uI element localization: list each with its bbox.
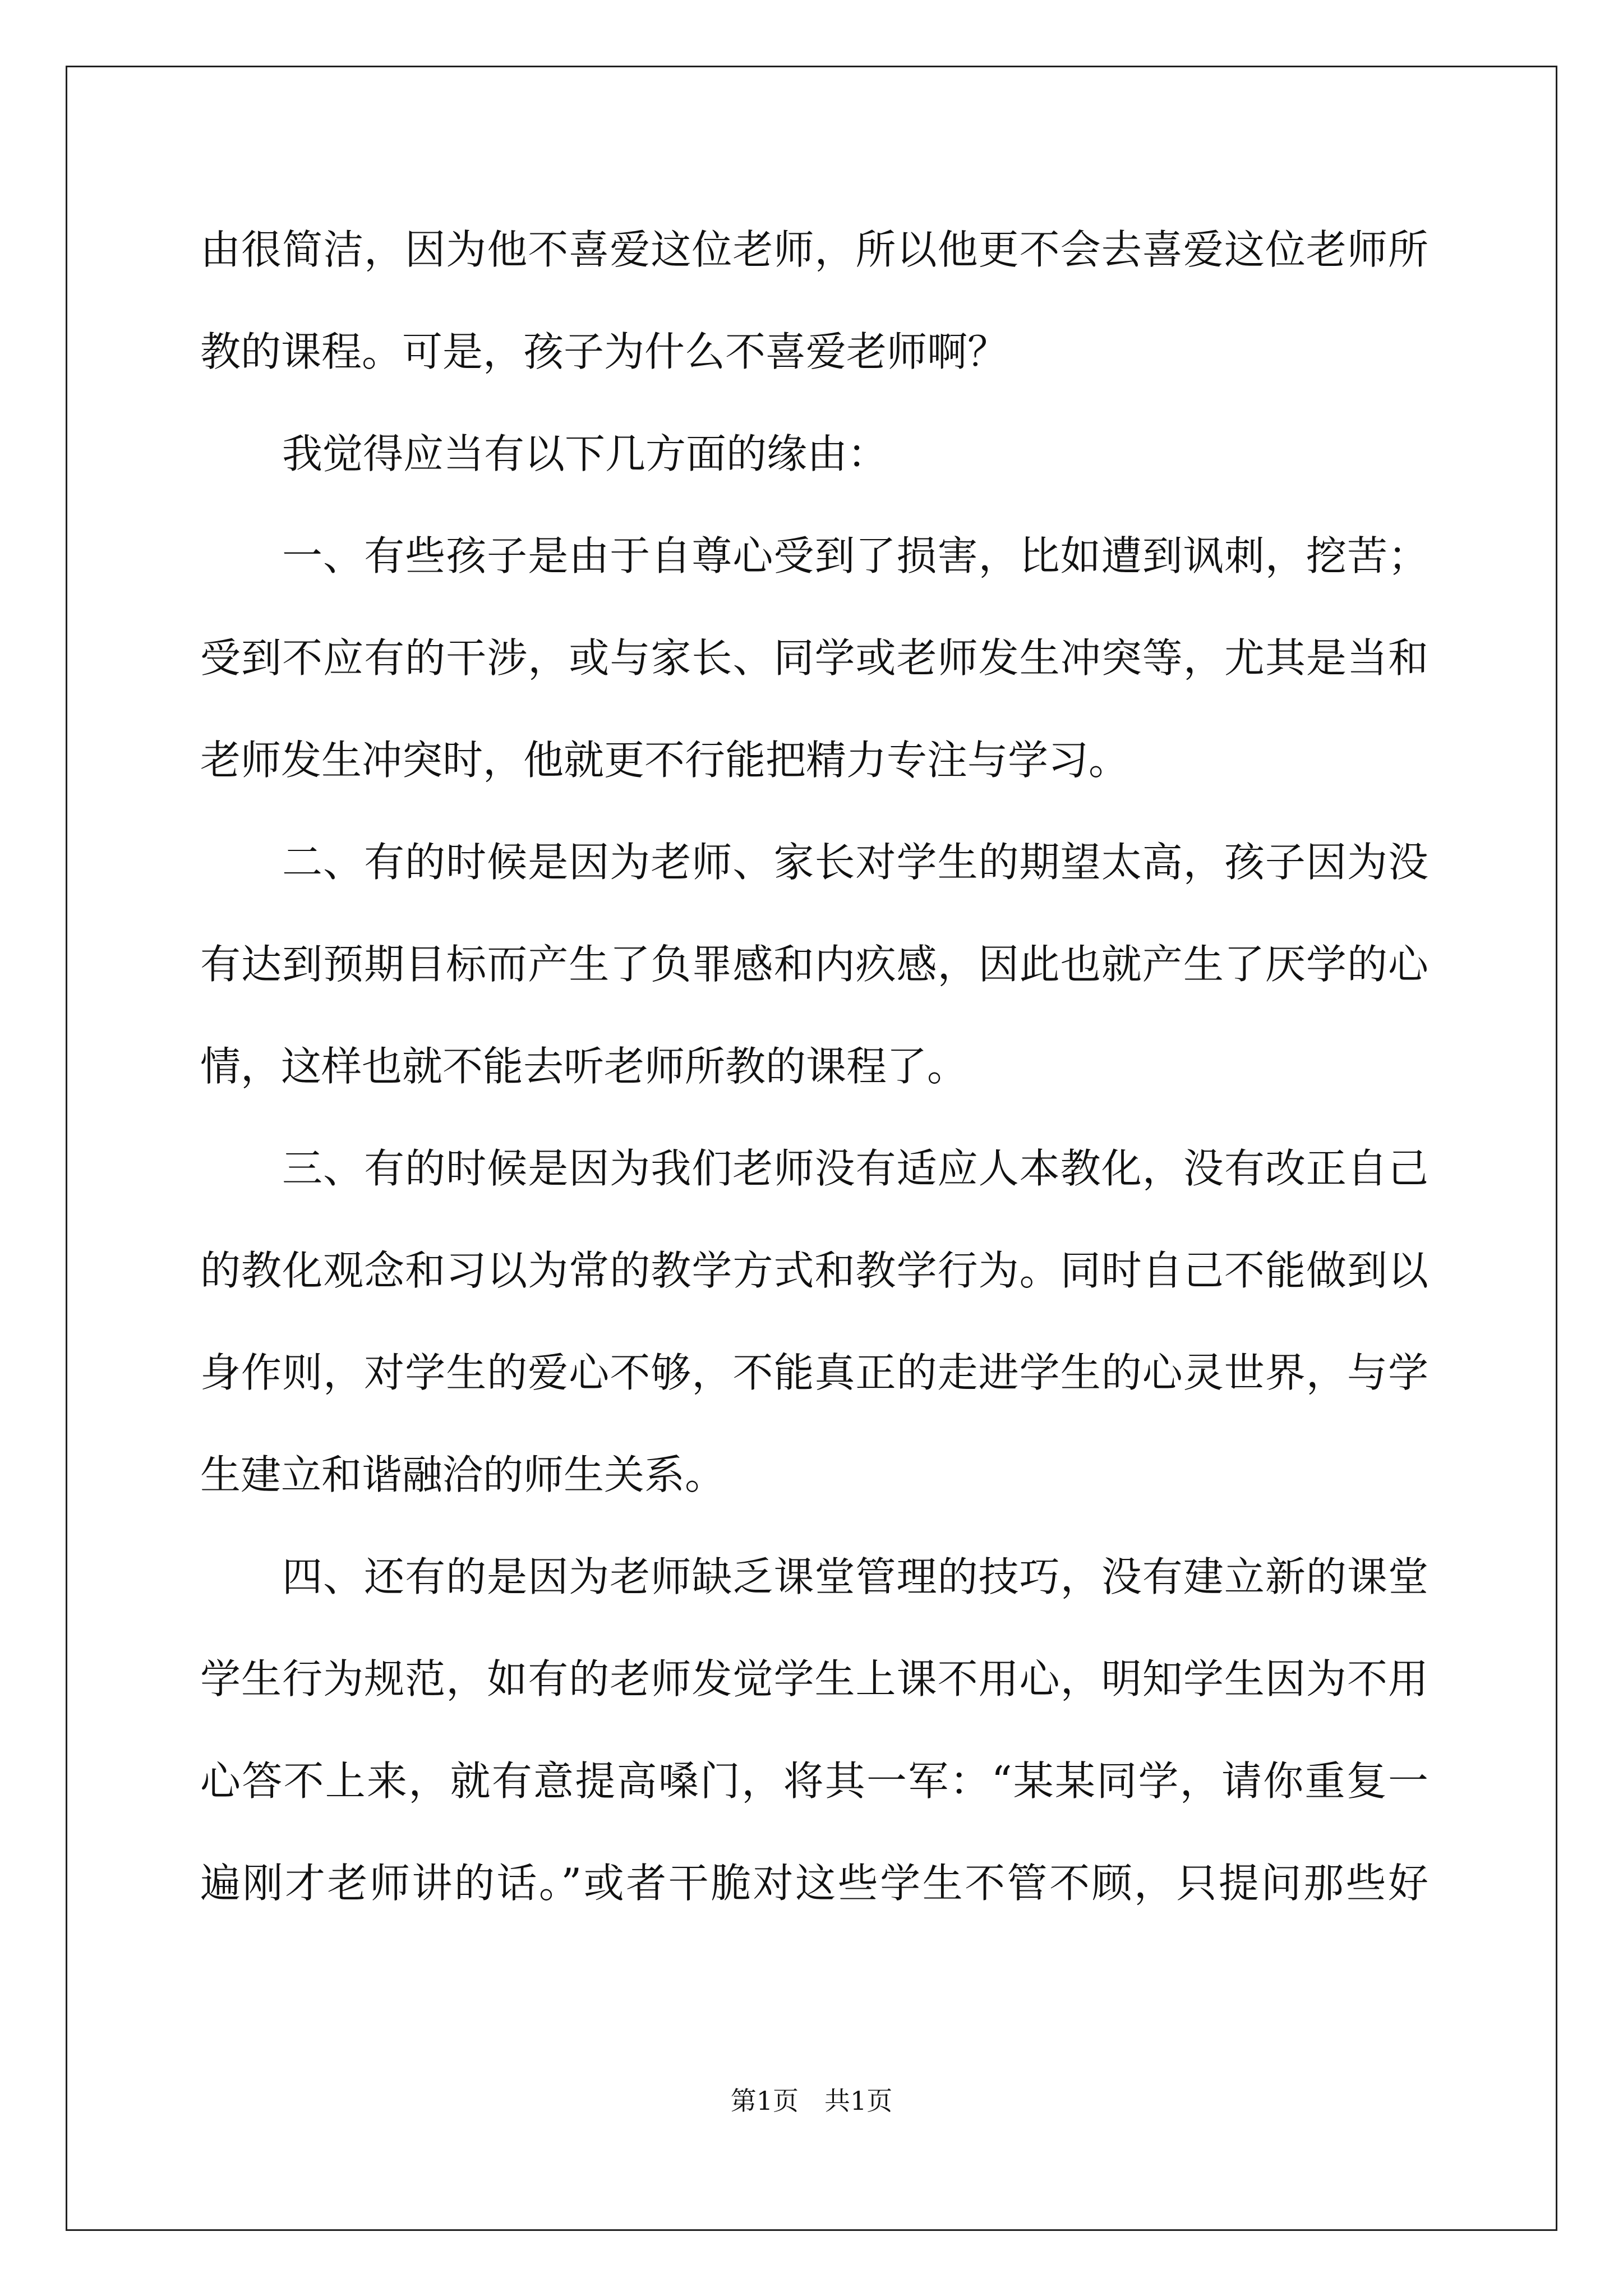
text-line: 心答不上来，就有意提高嗓门，将其一军：“某某同学，请你重复一 (200, 1757, 1428, 1805)
text-line: 有达到预期目标而产生了负罪感和内疚感，因此也就产生了厌学的心 (200, 941, 1428, 988)
text-line: 生建立和谐融洽的师生关系。 (200, 1451, 726, 1498)
text-line: 遍刚才老师讲的话。”或者干脆对这些学生不管不顾，只提问那些好 (200, 1860, 1428, 1907)
page-total: 共1页 (824, 2086, 893, 2116)
page-footer (0, 2084, 1623, 2118)
text-line: 四、还有的是因为老师缺乏课堂管理的技巧，没有建立新的课堂 (282, 1553, 1428, 1600)
text-line: 教的课程。可是，孩子为什么不喜爱老师啊？ (200, 328, 1008, 375)
text-line: 一、有些孩子是由于自尊心受到了损害，比如遭到讽刺，挖苦； (282, 532, 1428, 579)
text-line: 二、有的时候是因为老师、家长对学生的期望太高，孩子因为没 (282, 839, 1428, 886)
text-line: 老师发生冲突时，他就更不行能把精力专注与学习。 (200, 737, 1129, 784)
text-line: 由很简洁，因为他不喜爱这位老师，所以他更不会去喜爱这位老师所 (200, 226, 1428, 273)
text-line: 的教化观念和习以为常的教学方式和教学行为。同时自己不能做到以 (200, 1247, 1428, 1294)
text-line: 三、有的时候是因为我们老师没有适应人本教化，没有改正自己 (282, 1145, 1428, 1192)
text-line: 学生行为规范，如有的老师发觉学生上课不用心，明知学生因为不用 (200, 1655, 1428, 1703)
page-number: 第1页 (730, 2086, 799, 2116)
text-line: 我觉得应当有以下几方面的缘由： (282, 430, 888, 477)
text-line: 身作则，对学生的爱心不够，不能真正的走进学生的心灵世界，与学 (200, 1349, 1428, 1396)
text-line: 受到不应有的干涉，或与家长、同学或老师发生冲突等，尤其是当和 (200, 634, 1428, 682)
document-body (200, 219, 1428, 1954)
text-line: 情，这样也就不能去听老师所教的课程了。 (200, 1043, 968, 1090)
